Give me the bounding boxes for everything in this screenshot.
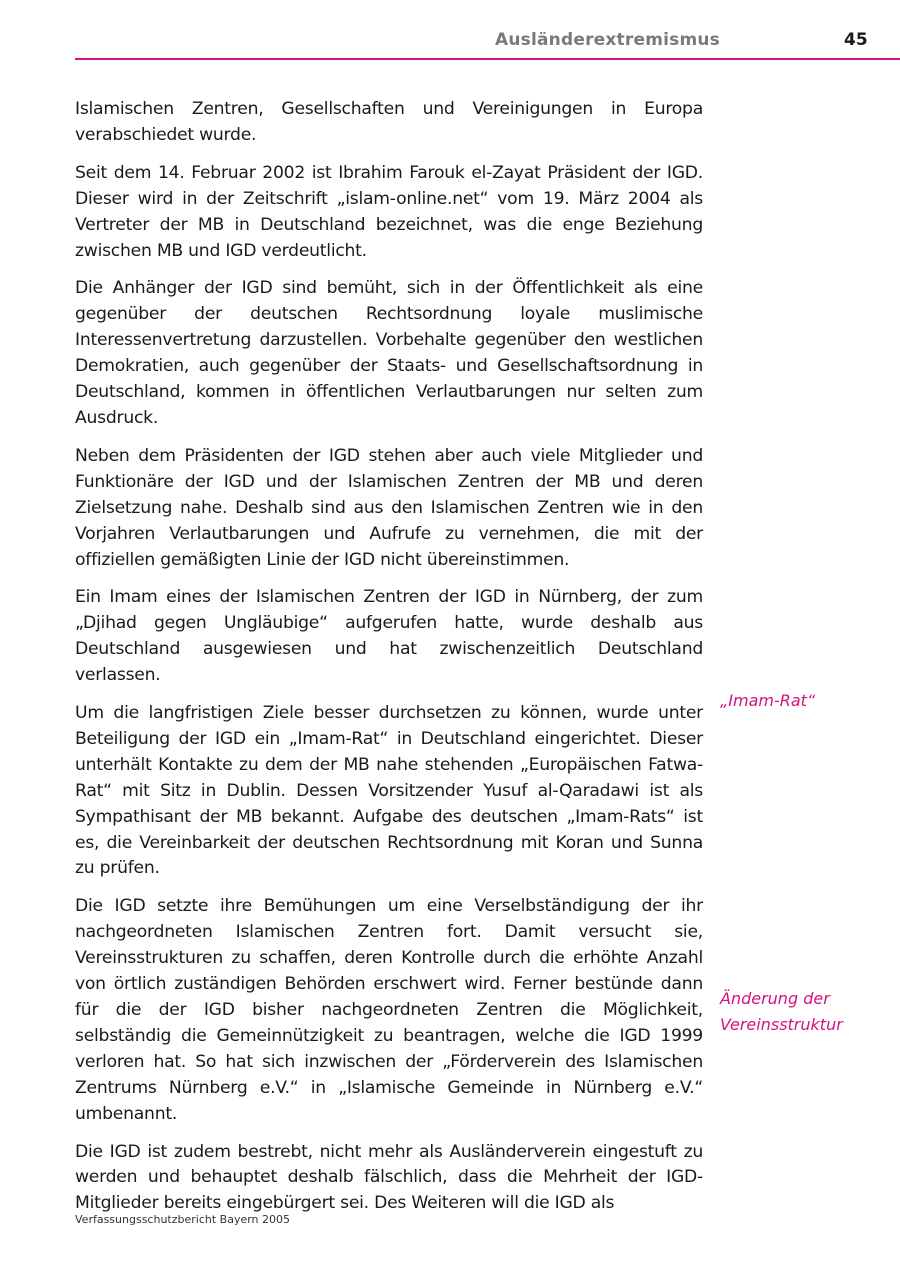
paragraph: Islamischen Zentren, Gesellschaften und Vereinigungen in Europa verabschiedet wurde. bbox=[75, 99, 703, 145]
paragraph: Neben dem Präsidenten der IGD stehen aber auch viele Mitglieder und Funktionäre der IGD und der Islamischen Zentren der MB und deren Zielsetzung nahe. Deshalb sind aus den Islamischen Zentren wie in den Vorjahren Verlautbarungen und Aufrufe zu vernehmen, die mit der offiziellen gemäßigten Linie der IGD nicht übereinstimmen. bbox=[75, 445, 703, 570]
paragraph: Die IGD setzte ihre Bemühungen um eine Verselbständigung der ihr nachgeordneten Islamischen Zentren fort. Damit versucht sie, Vereinsstrukturen zu schaffen, deren Kontrolle durch die erhöhte Anzahl von örtlich zuständigen Behörden erschwert wird. Ferner bestünde dann für die der IGD bisher nachgeordneten Zentren die Möglichkeit, selbständig die Gemeinnützigkeit zu beantragen, welche die IGD 1999 verloren hat. So hat sich inzwischen der „Förderverein des Islamischen Zentrums Nürnberg e.V.“ in „Islamische Gemeinde in Nürnberg e.V.“ umbenannt. bbox=[75, 896, 703, 1124]
paragraph: Seit dem 14. Februar 2002 ist Ibrahim Farouk el-Zayat Präsident der IGD. Dieser wird in der Zeitschrift „islam-online.net“ vom 19. März 2004 als Vertreter der MB in Deutschland bezeichnet, was die enge Beziehung zwischen MB und IGD verdeutlicht. bbox=[75, 162, 703, 261]
page-number: 45 bbox=[844, 30, 868, 50]
paragraph: Ein Imam eines der Islamischen Zentren der IGD in Nürnberg, der zum „Djihad gegen Ungläubige“ aufgerufen hatte, wurde deshalb aus Deutschland ausgewiesen und hat zwischenzeitlich Deutschland verlassen. bbox=[75, 587, 703, 686]
paragraph: Um die langfristigen Ziele besser durchsetzen zu können, wurde unter Beteiligung der IGD ein „Imam-Rat“ in Deutschland eingerichtet. Dieser unterhält Kontakte zu dem der MB nahe stehenden „Europäischen Fatwa-Rat“ mit Sitz in Dublin. Dessen Vorsitzender Yusuf al-Qaradawi ist als Sympathisant der MB bekannt. Aufgabe des deutschen „Imam-Rats“ ist es, die Vereinbarkeit der deutschen Rechtsordnung mit Koran und Sunna zu prüfen. bbox=[75, 703, 703, 879]
main-text bbox=[75, 97, 703, 1229]
page-footer: Verfassungsschutzbericht Bayern 2005 bbox=[75, 1213, 291, 1226]
paragraph: Die IGD ist zudem bestrebt, nicht mehr als Ausländerverein eingestuft zu werden und behauptet deshalb fälschlich, dass die Mehrheit der IGD-Mitglieder bereits eingebürgert sei. Des Weiteren will die IGD als bbox=[75, 1141, 703, 1214]
paragraph: Die Anhänger der IGD sind bemüht, sich in der Öffentlichkeit als eine gegenüber der deutschen Rechtsordnung loyale muslimische Interessenvertretung darzustellen. Vorbehalte gegenüber den westlichen Demokratien, auch gegenüber der Staats- und Gesellschaftsordnung in Deutschland, kommen in öffentlichen Verlautbarungen nur selten zum Ausdruck. bbox=[75, 278, 703, 428]
section-title: Ausländerextremismus bbox=[495, 30, 720, 50]
margin-note-imam-rat: „Imam-Rat“ bbox=[720, 691, 816, 710]
page-header bbox=[75, 0, 900, 60]
margin-note-vereinsstruktur: Änderung der Vereinsstruktur bbox=[720, 989, 843, 1034]
